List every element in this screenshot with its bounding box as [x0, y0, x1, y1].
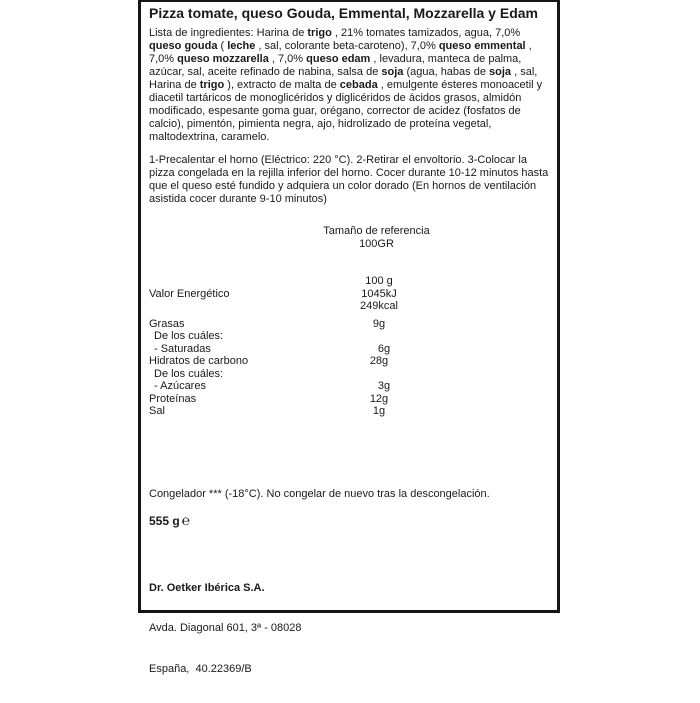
- nutrient-value: 9g: [304, 318, 454, 331]
- product-title: Pizza tomate, queso Gouda, Emmental, Mozzarella y Edam: [149, 4, 552, 23]
- nutrition-serving-size-label: Tamaño de referencia: [299, 225, 454, 238]
- nutrition-row: [149, 343, 552, 356]
- nutrition-row: [149, 368, 552, 381]
- nutrient-value: 28g: [304, 355, 454, 368]
- nutrient-label: Hidratos de carbono: [149, 355, 304, 368]
- net-weight: [149, 513, 552, 529]
- nutrition-row: [149, 330, 552, 343]
- nutrient-label: Grasas: [149, 318, 304, 331]
- nutrient-label: Sal: [149, 405, 304, 418]
- nutrient-label: - Saturadas: [149, 343, 309, 356]
- nutrient-value: 100 g: [304, 275, 454, 288]
- nutrition-row: [149, 300, 552, 313]
- manufacturer-info: [149, 555, 552, 703]
- nutrient-value: 6g: [309, 343, 459, 356]
- nutrition-row: [149, 318, 552, 331]
- nutrient-label: De los cuáles:: [149, 368, 309, 381]
- nutrient-value: 1045kJ: [304, 288, 454, 301]
- nutrition-header: [299, 225, 454, 251]
- nutrient-label: De los cuáles:: [149, 330, 309, 343]
- nutrition-rows: [149, 275, 552, 418]
- estimated-sign: ℮: [182, 512, 190, 528]
- nutrient-label: [149, 300, 304, 313]
- nutrient-value: 12g: [304, 393, 454, 406]
- nutrient-value: 249kcal: [304, 300, 454, 313]
- manufacturer-name: Dr. Oetker Ibérica S.A.: [149, 582, 552, 596]
- storage-instructions: Congelador *** (-18°C). No congelar de nuevo tras la descongelación.: [149, 488, 552, 501]
- nutrient-value: [309, 330, 459, 343]
- nutrition-row: [149, 288, 552, 301]
- nutrient-value: 1g: [304, 405, 454, 418]
- nutrient-value: [309, 368, 459, 381]
- nutrition-row: [149, 355, 552, 368]
- net-weight-value: 555 g: [149, 514, 180, 528]
- nutrient-label: Proteínas: [149, 393, 304, 406]
- nutrition-row: [149, 380, 552, 393]
- manufacturer-country-registration: España, 40.22369/B: [149, 663, 552, 677]
- ingredients-text: Lista de ingredientes: Harina de trigo , 21% tomates tamizados, agua, 7,0% queso gouda ( leche , sal, colorante beta-caroteno), 7,0% queso emmental , 7,0% queso mozzarella , 7,0% queso edam , levadura, manteca de palma, azúcar, sal, aceite refinado de nabina, salsa de soja (agua, habas de soja , sal, Harina de trigo ), extracto de malta de cebada , emulgente ésteres monoacetil y diacetil tartáricos de monoglicéridos y diglicéridos de ácidos grasos, almidón modificado, espesante goma guar, orégano, corrector de acidez (fosfatos de calcio), pimentón, pimienta negra, ajo, hidrolizado de proteína vegetal, maltodextrina, caramelo.: [149, 27, 552, 144]
- nutrient-label: - Azúcares: [149, 380, 309, 393]
- nutrition-serving-amount: 100GR: [299, 238, 454, 251]
- nutrient-label: [149, 275, 304, 288]
- nutrient-label: Valor Energético: [149, 288, 304, 301]
- nutrient-value: 3g: [309, 380, 459, 393]
- product-label: [138, 0, 560, 613]
- cooking-instructions: 1-Precalentar el horno (Eléctrico: 220 °C). 2-Retirar el envoltorio. 3-Colocar la pizza congelada en la rejilla inferior del horno. Cocer durante 10-12 minutos hasta que el queso esté fundido y adquiera un color dorado (En hornos de ventilación asistida cocer durante 9-10 minutos): [149, 154, 552, 206]
- nutrition-table: [149, 225, 552, 418]
- nutrition-row: [149, 393, 552, 406]
- nutrition-row: [149, 275, 552, 288]
- nutrition-row: [149, 405, 552, 418]
- manufacturer-address: Avda. Diagonal 601, 3ª - 08028: [149, 622, 552, 636]
